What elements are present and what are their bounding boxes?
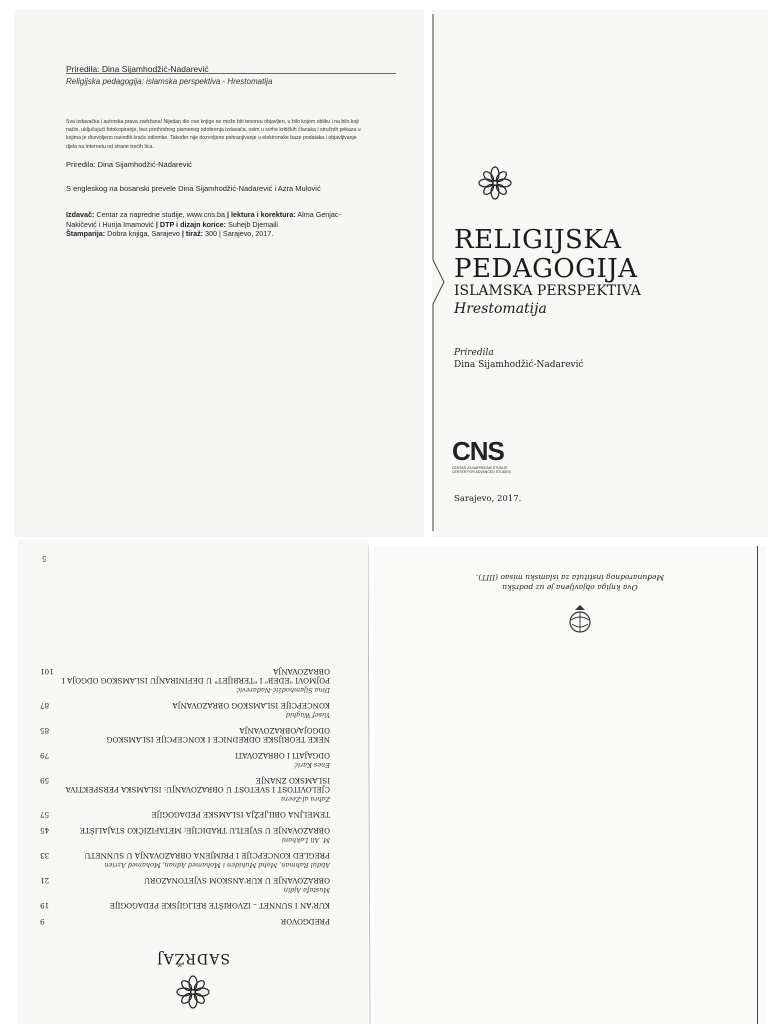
header-rule bbox=[66, 73, 396, 74]
subtitle-italic: Hrestomatija bbox=[454, 301, 547, 317]
cns-caption-2: CENTER FOR ADVANCED STUDIES bbox=[452, 470, 511, 474]
toc-author: M. Ali Lakhani bbox=[281, 836, 330, 844]
editor-label: Priredila bbox=[454, 348, 494, 358]
toc-entry-title: PREDGOVOR bbox=[280, 917, 330, 926]
rights-notice: Sva izdavačka i autorska prava zadržana! Nijedan dio ove knjige ne može biti tenoreu objavljen, u bilo kojem obliku i na bilo koji način, uključujući fotokopiranje, bez prethodnog pismenog odobrenja izdavača, osim u svrhe kritičkih članaka i stručnih prikaza u kojima je dozvoljeno navoditi kraće odlomke. Također nije dozvoljeno pohranjivanje u elektronske baze podataka i objavljivanje djela na internetu od strane trećih lica. bbox=[66, 119, 361, 150]
toc-entry-title: NEKE TEORIJSKE ODREDNICE I KONCEPCIJE ISLAMSKOG ODGOJA/OBRAZOVANJA bbox=[106, 726, 330, 744]
contents-page bbox=[18, 540, 368, 1024]
book-header: Religijska pedagogija: islamska perspektiva - Hrestomatija bbox=[66, 77, 273, 86]
toc-entry-page: 21 bbox=[40, 876, 50, 885]
toc-entry-page: 59 bbox=[40, 776, 50, 785]
print-label: Štamparija: bbox=[66, 229, 106, 238]
cns-caption-1: CENTAR ZA NAPREDNE STUDIJE bbox=[452, 466, 508, 470]
toc-entry bbox=[40, 876, 330, 885]
toc-author: Mustafa Ajdin bbox=[283, 886, 330, 894]
toc-author: Abdul Rahman, Mohd Muhiden i Mohamed Adnan, Mohamed Azrien bbox=[104, 861, 330, 869]
toc-entry bbox=[40, 776, 330, 794]
cns-logo-caption bbox=[452, 466, 511, 474]
translation-line: S engleskog na bosanski prevele Dina Sijamhodžić-Nadarević i Azra Mulović bbox=[66, 184, 321, 193]
editor-header: Priredila: Dina Sijamhodžić-Nadarević bbox=[66, 64, 209, 74]
toc-entry bbox=[40, 917, 330, 926]
toc-author: Enes Karić bbox=[294, 761, 330, 769]
toc-author: Zahra al-Zeera bbox=[281, 795, 330, 803]
iiit-line-1: Ova knjiga objavljena je uz podršku bbox=[502, 583, 638, 592]
toc-entry-title: KUR'AN I SUNNET – IZVORIŠTE RELIGIJSKE PEDAGOGIJE bbox=[109, 901, 330, 910]
toc-entry-title: PREGLED KONCEPCIJE I PRIMJENA OBRAZOVANJA U SUNNETU bbox=[84, 851, 330, 860]
toc-author: Dina Sijamhodžić-Nadarević bbox=[236, 686, 330, 694]
page-number: 5 bbox=[42, 554, 47, 562]
toc-entry-page: 9 bbox=[40, 917, 45, 926]
cns-logo: CNS bbox=[452, 436, 504, 466]
toc-entry-title: KONCEPCIJE ISLAMSKOG OBRAZOVANJA bbox=[172, 701, 330, 710]
toc-entry bbox=[40, 726, 330, 744]
toc-entry-title: ODGAJATI I OBRAZOVATI bbox=[235, 751, 330, 760]
toc-entry bbox=[40, 851, 330, 860]
publisher-label: Izdavač: bbox=[66, 210, 95, 219]
publisher-value: Centar za napredne studije, www.cns.ba bbox=[94, 210, 226, 219]
iiit-note bbox=[374, 572, 766, 592]
title-line-1: RELIGIJSKA bbox=[454, 225, 622, 255]
toc-entry-page: 101 bbox=[40, 667, 54, 676]
editing-label: | lektura i korektura: bbox=[225, 210, 296, 219]
subtitle: ISLAMSKA PERSPEKTIVA bbox=[454, 283, 641, 299]
toc-entry bbox=[40, 667, 330, 685]
iiit-line-2: Međunarodnog instituta za islamsku misao (IIIT). bbox=[475, 573, 665, 582]
contents-rotated bbox=[18, 540, 368, 1024]
toc-entry bbox=[40, 701, 330, 710]
toc-entry-title: POJMOVI "EDEB" I "TERBIJET" U DEFINIRANJU ISLAMSKOG ODGOJA I OBRAZOVANJA bbox=[61, 667, 330, 685]
imprint bbox=[66, 210, 366, 239]
toc-entry-title: OBRAZOVANJE U SVJETLU TRADICIJE: METAFIZIČKO STAJALIŠTE bbox=[79, 826, 330, 835]
flower-ornament-icon bbox=[175, 974, 211, 1010]
editor-line: Priredila: Dina Sijamhodžić-Nadarević bbox=[66, 160, 192, 169]
toc-entry-page: 87 bbox=[40, 701, 50, 710]
toc-entry-page: 79 bbox=[40, 751, 50, 760]
toc-entry-page: 19 bbox=[40, 901, 50, 910]
toc-entry-page: 85 bbox=[40, 726, 50, 735]
book-title bbox=[454, 226, 637, 284]
copyright-page bbox=[14, 10, 424, 537]
flower-ornament-icon bbox=[477, 165, 513, 201]
contents-list bbox=[40, 660, 330, 926]
toc-entry-title: CJELOVITOST I SVETOST U OBRAZOVANJU: ISLAMSKA PERSPEKTIVA ISLAMSKO ZNANJE bbox=[65, 776, 330, 794]
toc-entry bbox=[40, 826, 330, 835]
toc-author: Yusef Waghid bbox=[285, 711, 330, 719]
run-value: 300 | Sarajevo, 2017. bbox=[203, 229, 274, 238]
dtp-value: Suhejb Djemaili bbox=[226, 219, 278, 229]
toc-entry-page: 57 bbox=[40, 810, 50, 819]
toc-entry bbox=[40, 810, 330, 819]
toc-entry bbox=[40, 751, 330, 760]
title-line-2: PEDAGOGIJA bbox=[454, 254, 638, 284]
toc-entry bbox=[40, 901, 330, 910]
iiit-globe-logo-icon bbox=[566, 604, 594, 634]
editor-name: Dina Sijamhodžić-Nadarević bbox=[454, 360, 584, 370]
toc-entry-page: 45 bbox=[40, 826, 50, 835]
support-page bbox=[374, 546, 766, 1024]
support-rotated bbox=[374, 546, 766, 1024]
title-page bbox=[432, 10, 768, 537]
toc-entry-title: TEMELJNA OBILJEŽJA ISLAMSKE PEDAGOGIJE bbox=[151, 810, 330, 819]
print-value: Dobra knjiga, Sarajevo bbox=[105, 229, 180, 238]
dtp-label: | DTP i dizajn korice: bbox=[153, 219, 227, 229]
toc-entry-title: OBRAZOVANJE U KUR'ANSKOM SVJETONAZORU bbox=[144, 876, 330, 885]
place-year: Sarajevo, 2017. bbox=[454, 494, 522, 504]
run-label: | tiraž: bbox=[179, 229, 204, 238]
editing-value: Alma Genjac-Nakičević i Hurija Imamović bbox=[66, 210, 341, 229]
spine-line bbox=[432, 10, 452, 537]
contents-heading: SADRŽAJ bbox=[156, 950, 230, 966]
toc-entry-page: 33 bbox=[40, 851, 50, 860]
